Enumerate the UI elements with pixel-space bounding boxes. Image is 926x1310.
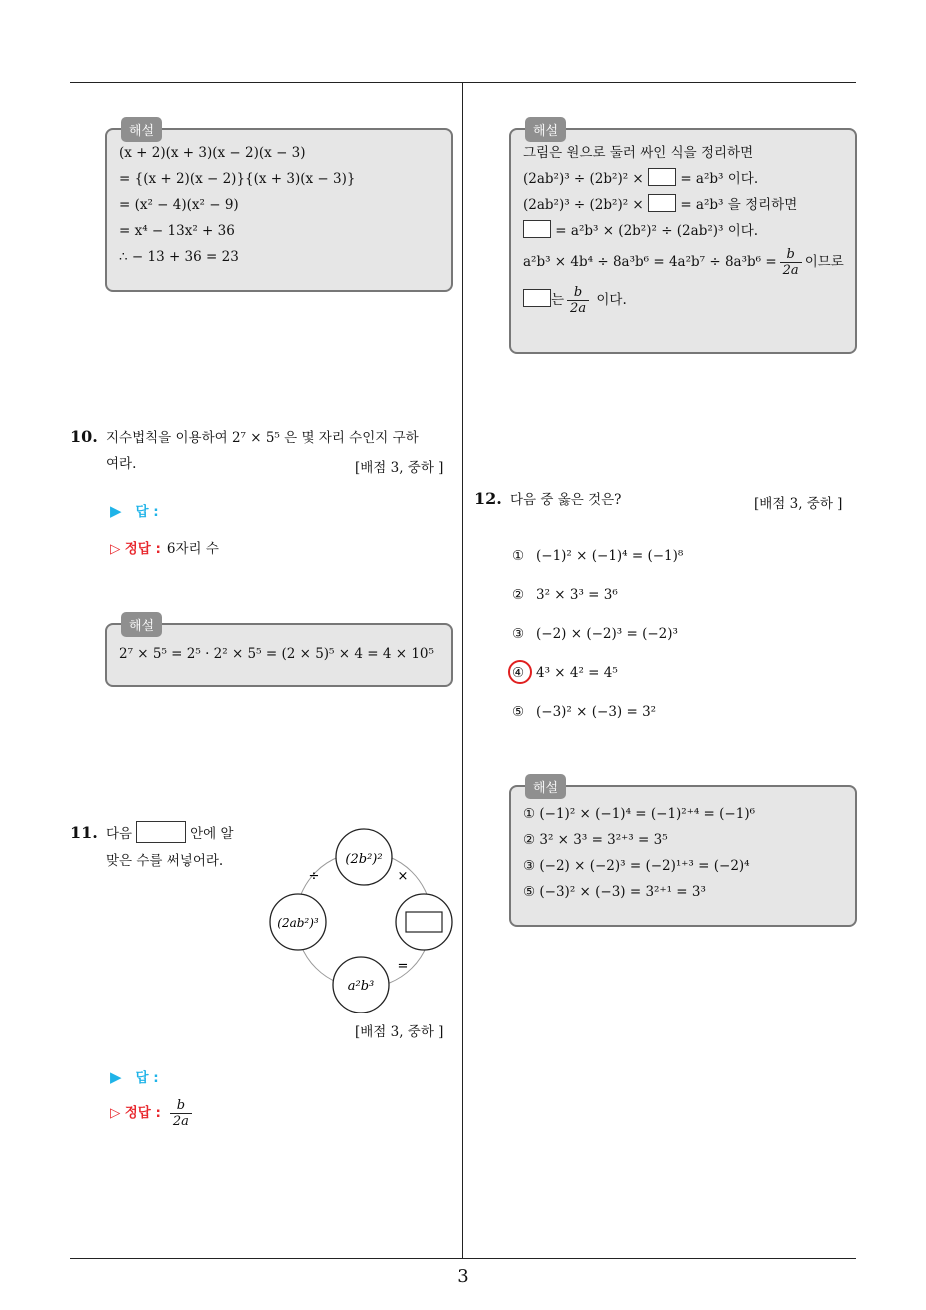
explanation-box-2 [105,619,453,687]
explanation-line: 2⁷ × 5⁵ = 2⁵ · 2² × 5⁵ = (2 × 5)⁵ × 4 = 4 × 10⁵ [119,646,434,662]
explanation-box-1 [105,124,453,292]
explanation-text: 는 [551,292,565,308]
option-expr: (−3)² × (−3) = 3² [536,704,657,720]
top-circle-expr: (2b²)² [345,852,383,867]
option-index: ③ [512,626,525,642]
question-12-score: [배점 3, 중하 ] [754,496,843,512]
blank-box [648,194,676,212]
divide-operator: ÷ [308,869,320,884]
blank-box [523,220,551,238]
blank-box [136,821,186,843]
option-3[interactable] [512,626,678,642]
explanation-box-4 [509,781,857,927]
left-circle-expr: (2ab²)³ [277,916,319,930]
explanation-text: = a²b³ 을 정리하면 [680,197,798,213]
question-11-score: [배점 3, 중하 ] [355,1024,444,1040]
explanation-text: 이므로 [804,254,844,270]
blank-box [648,168,676,186]
header-rule [70,82,856,83]
question-12-text: 다음 중 옳은 것은? [510,492,622,508]
question-11-text-a: 다음 [106,826,133,842]
answer-blank-rect [406,912,442,932]
explanation-line: = x⁴ − 13x² + 36 [119,223,235,239]
question-10-score: [배점 3, 중하 ] [355,460,444,476]
option-expr: (−1)² × (−1)⁴ = (−1)⁸ [536,548,684,564]
question-11-text-line1 [106,821,234,847]
explanation-text: = a²b³ 이다. [680,171,759,187]
question-11-answer-row[interactable] [110,1066,159,1086]
explanation-line [523,280,843,320]
question-number-12: 12. [474,489,502,508]
explanation-text: a²b³ × 4b⁴ ÷ 8a³b⁶ = 4a²b⁷ ÷ 8a³b⁶ = [523,254,777,270]
explanation-line [523,192,843,218]
page-number: 3 [457,1266,469,1287]
question-11-text-line2: 맞은 수를 써넣어라. [106,853,224,869]
explanation-line: = {(x + 2)(x − 2)}{(x + 3)(x − 3)} [119,171,356,187]
option-index: ② [512,587,525,603]
footer-rule [70,1258,856,1259]
explanation-fraction [567,285,589,316]
play-arrow-icon: ▶ [110,502,122,520]
solution-label: 정답 : [124,541,161,557]
fraction-denominator: 2a [782,263,799,278]
explanation-line [523,166,843,192]
option-5[interactable] [512,704,656,720]
explanation-line: 그림은 원으로 둘러 싸인 식을 정리하면 [523,145,754,161]
circle-operation-diagram [264,828,464,1013]
hollow-arrow-icon: ▷ [110,541,121,557]
blank-box [523,289,551,307]
question-10-solution [110,537,219,557]
option-expr: (−2) × (−2)³ = (−2)³ [536,626,678,642]
explanation-line [523,218,843,244]
explanation-text: = a²b³ × (2b²)² ÷ (2ab²)³ 이다. [555,223,759,239]
question-number-11: 11. [70,823,98,842]
option-index: ④ [512,665,525,681]
explanation-line: (x + 2)(x + 3)(x − 2)(x − 3) [119,145,306,161]
explanation-line: ⑤ (−3)² × (−3) = 3²⁺¹ = 3³ [523,884,706,900]
explanation-line: ① (−1)² × (−1)⁴ = (−1)²⁺⁴ = (−1)⁶ [523,806,755,822]
explanation-label: 해설 [121,117,162,142]
bottom-circle-expr: a²b³ [347,979,375,994]
fraction-numerator: b [170,1098,192,1114]
answer-label: 답 : [135,1070,159,1086]
option-index: ① [512,548,525,564]
question-11-solution [110,1098,195,1129]
explanation-line: ② 3² × 3³ = 3²⁺³ = 3⁵ [523,832,668,848]
hollow-arrow-icon: ▷ [110,1105,121,1121]
question-10-text-line1: 지수법칙을 이용하여 2⁷ × 5⁵ 은 몇 자리 수인지 구하 [106,430,419,446]
explanation-label: 해설 [121,612,162,637]
explanation-line: ∴ − 13 + 36 = 23 [119,249,239,265]
explanation-text: 이다. [596,292,627,308]
explanation-line: ③ (−2) × (−2)³ = (−2)¹⁺³ = (−2)⁴ [523,858,750,874]
explanation-box-3 [509,124,857,354]
explanation-fraction [780,247,802,278]
option-2[interactable] [512,587,618,603]
answer-label: 답 : [135,504,159,520]
fraction-denominator: 2a [570,301,587,316]
option-expr: 3² × 3³ = 3⁶ [536,587,618,603]
fraction-numerator: b [567,285,589,301]
fraction-denominator: 2a [172,1114,189,1129]
question-11-text-b: 안에 알 [190,826,234,842]
explanation-text: (2ab²)³ ÷ (2b²)² × [523,171,644,187]
question-number-10: 10. [70,427,98,446]
solution-label: 정답 : [124,1105,161,1121]
explanation-text: (2ab²)³ ÷ (2b²)² × [523,197,644,213]
option-index: ⑤ [512,704,525,720]
option-expr: 4³ × 4² = 4⁵ [536,665,618,681]
column-divider [462,83,463,1258]
explanation-label: 해설 [525,117,566,142]
times-operator: × [397,869,409,884]
explanation-line [523,244,843,280]
explanation-label: 해설 [525,774,566,799]
option-1[interactable] [512,548,683,564]
explanation-line: = (x² − 4)(x² − 9) [119,197,239,213]
question-10-answer-row[interactable] [110,500,159,520]
solution-fraction [170,1098,192,1129]
fraction-numerator: b [780,247,802,263]
play-arrow-icon: ▶ [110,1068,122,1086]
equal-operator: = [397,959,409,974]
solution-value: 6자리 수 [166,541,219,557]
question-10-text-line2: 여라. [106,456,137,472]
correct-answer-circle-icon [508,660,532,684]
